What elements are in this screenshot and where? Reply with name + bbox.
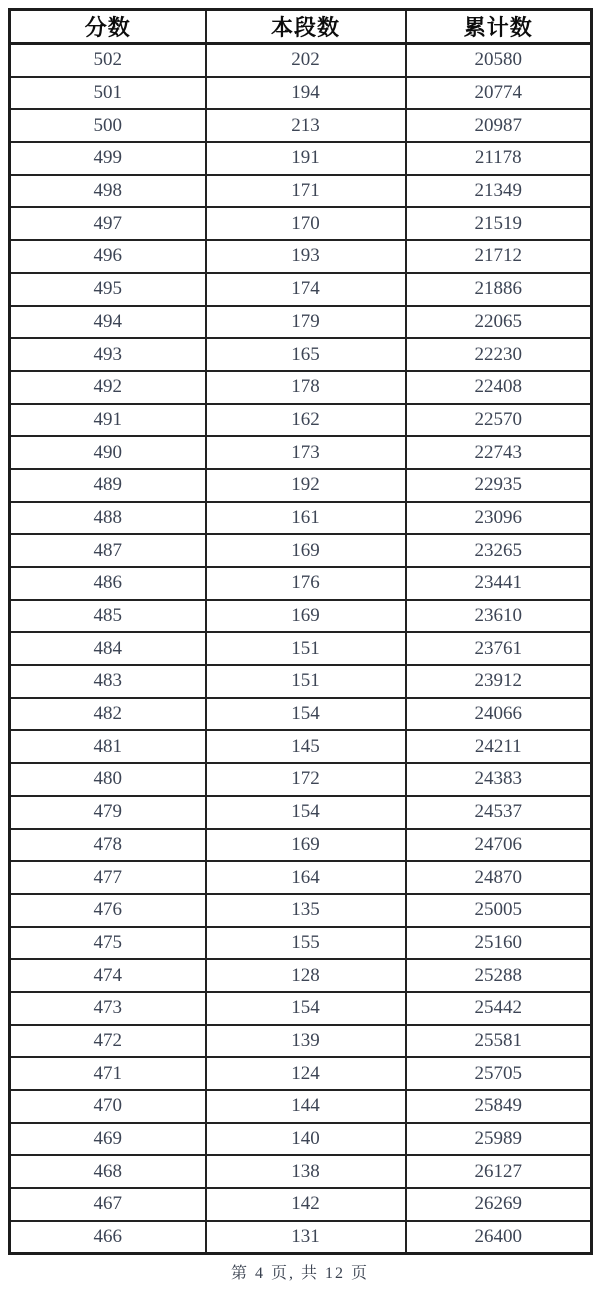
cumulative-count-cell: 25160 [406,927,592,960]
table-row [10,404,592,437]
table-row [10,763,592,796]
segment-count-cell: 192 [206,469,406,502]
segment-count-cell: 135 [206,894,406,927]
score-cell: 494 [10,306,206,339]
segment-count-cell: 169 [206,534,406,567]
score-cell: 475 [10,927,206,960]
segment-count-cell: 169 [206,829,406,862]
segment-count-cell: 191 [206,142,406,175]
segment-count-cell: 164 [206,861,406,894]
score-cell: 467 [10,1188,206,1221]
score-cell: 468 [10,1155,206,1188]
score-cell: 481 [10,730,206,763]
score-cell: 471 [10,1057,206,1090]
cumulative-count-cell: 26400 [406,1221,592,1254]
segment-count-cell: 154 [206,796,406,829]
table-row [10,959,592,992]
score-cell: 473 [10,992,206,1025]
score-cell: 492 [10,371,206,404]
score-cell: 466 [10,1221,206,1254]
cumulative-count-cell: 24706 [406,829,592,862]
table-row [10,371,592,404]
segment-count-cell: 174 [206,273,406,306]
segment-count-cell: 151 [206,632,406,665]
segment-count-cell: 154 [206,992,406,1025]
table-row [10,1188,592,1221]
table-row [10,796,592,829]
score-cell: 479 [10,796,206,829]
segment-count-cell: 138 [206,1155,406,1188]
cumulative-count-cell: 22935 [406,469,592,502]
segment-count-cell: 178 [206,371,406,404]
score-cell: 483 [10,665,206,698]
segment-count-cell: 202 [206,44,406,77]
segment-count-cell: 170 [206,207,406,240]
cumulative-count-cell: 25005 [406,894,592,927]
cumulative-count-cell: 22065 [406,306,592,339]
score-cell: 502 [10,44,206,77]
score-cell: 490 [10,436,206,469]
segment-count-cell: 139 [206,1025,406,1058]
score-cell: 474 [10,959,206,992]
column-header-cumulative-count: 累计数 [406,10,592,44]
table-row [10,109,592,142]
cumulative-count-cell: 25705 [406,1057,592,1090]
cumulative-count-cell: 23096 [406,502,592,535]
cumulative-count-cell: 24066 [406,698,592,731]
score-cell: 499 [10,142,206,175]
cumulative-count-cell: 22408 [406,371,592,404]
table-body [10,44,592,1254]
table-row [10,1155,592,1188]
cumulative-count-cell: 25442 [406,992,592,1025]
score-cell: 470 [10,1090,206,1123]
cumulative-count-cell: 23912 [406,665,592,698]
score-cell: 495 [10,273,206,306]
segment-count-cell: 172 [206,763,406,796]
cumulative-count-cell: 22230 [406,338,592,371]
table-row [10,175,592,208]
page-indicator: 第 4 页, 共 12 页 [230,1265,369,1282]
cumulative-count-cell: 24537 [406,796,592,829]
table-row [10,829,592,862]
score-cell: 482 [10,698,206,731]
table-row [10,469,592,502]
segment-count-cell: 155 [206,927,406,960]
segment-count-cell: 144 [206,1090,406,1123]
table-row [10,730,592,763]
segment-count-cell: 145 [206,730,406,763]
table-row [10,338,592,371]
segment-count-cell: 151 [206,665,406,698]
cumulative-count-cell: 23610 [406,600,592,633]
cumulative-count-cell: 23761 [406,632,592,665]
table-row [10,142,592,175]
table-row [10,698,592,731]
cumulative-count-cell: 22570 [406,404,592,437]
segment-count-cell: 140 [206,1123,406,1156]
cumulative-count-cell: 24383 [406,763,592,796]
score-cell: 498 [10,175,206,208]
cumulative-count-cell: 21712 [406,240,592,273]
segment-count-cell: 165 [206,338,406,371]
score-cell: 491 [10,404,206,437]
table-row [10,436,592,469]
cumulative-count-cell: 20987 [406,109,592,142]
table-row [10,861,592,894]
table-row [10,894,592,927]
header-row [10,10,592,44]
cumulative-count-cell: 21178 [406,142,592,175]
table-row [10,273,592,306]
score-cell: 488 [10,502,206,535]
score-cell: 489 [10,469,206,502]
cumulative-count-cell: 25288 [406,959,592,992]
cumulative-count-cell: 21349 [406,175,592,208]
score-cell: 485 [10,600,206,633]
cumulative-count-cell: 25849 [406,1090,592,1123]
score-distribution-table [8,8,593,1255]
table-row [10,992,592,1025]
cumulative-count-cell: 21519 [406,207,592,240]
column-header-score: 分数 [10,10,206,44]
score-cell: 484 [10,632,206,665]
segment-count-cell: 142 [206,1188,406,1221]
score-cell: 497 [10,207,206,240]
segment-count-cell: 124 [206,1057,406,1090]
score-cell: 500 [10,109,206,142]
score-cell: 480 [10,763,206,796]
score-cell: 478 [10,829,206,862]
table-row [10,927,592,960]
score-cell: 493 [10,338,206,371]
column-header-segment-count: 本段数 [206,10,406,44]
table-row [10,44,592,77]
table-row [10,632,592,665]
segment-count-cell: 173 [206,436,406,469]
segment-count-cell: 128 [206,959,406,992]
cumulative-count-cell: 25581 [406,1025,592,1058]
table-row [10,1025,592,1058]
cumulative-count-cell: 20774 [406,77,592,110]
score-cell: 496 [10,240,206,273]
table-row [10,240,592,273]
segment-count-cell: 169 [206,600,406,633]
cumulative-count-cell: 25989 [406,1123,592,1156]
table-row [10,600,592,633]
table-row [10,502,592,535]
segment-count-cell: 131 [206,1221,406,1254]
segment-count-cell: 161 [206,502,406,535]
table-row [10,1221,592,1254]
score-cell: 487 [10,534,206,567]
segment-count-cell: 154 [206,698,406,731]
score-cell: 486 [10,567,206,600]
score-cell: 472 [10,1025,206,1058]
table-row [10,665,592,698]
segment-count-cell: 162 [206,404,406,437]
cumulative-count-cell: 23441 [406,567,592,600]
cumulative-count-cell: 26127 [406,1155,592,1188]
segment-count-cell: 193 [206,240,406,273]
segment-count-cell: 171 [206,175,406,208]
cumulative-count-cell: 24211 [406,730,592,763]
table-row [10,77,592,110]
cumulative-count-cell: 23265 [406,534,592,567]
table-row [10,1090,592,1123]
segment-count-cell: 213 [206,109,406,142]
table-row [10,207,592,240]
table-row [10,1123,592,1156]
segment-count-cell: 176 [206,567,406,600]
table-row [10,567,592,600]
score-cell: 477 [10,861,206,894]
segment-count-cell: 179 [206,306,406,339]
table-row [10,306,592,339]
table-row [10,1057,592,1090]
cumulative-count-cell: 22743 [406,436,592,469]
segment-count-cell: 194 [206,77,406,110]
cumulative-count-cell: 26269 [406,1188,592,1221]
cumulative-count-cell: 20580 [406,44,592,77]
score-cell: 469 [10,1123,206,1156]
table-row [10,534,592,567]
score-cell: 501 [10,77,206,110]
cumulative-count-cell: 24870 [406,861,592,894]
cumulative-count-cell: 21886 [406,273,592,306]
score-cell: 476 [10,894,206,927]
